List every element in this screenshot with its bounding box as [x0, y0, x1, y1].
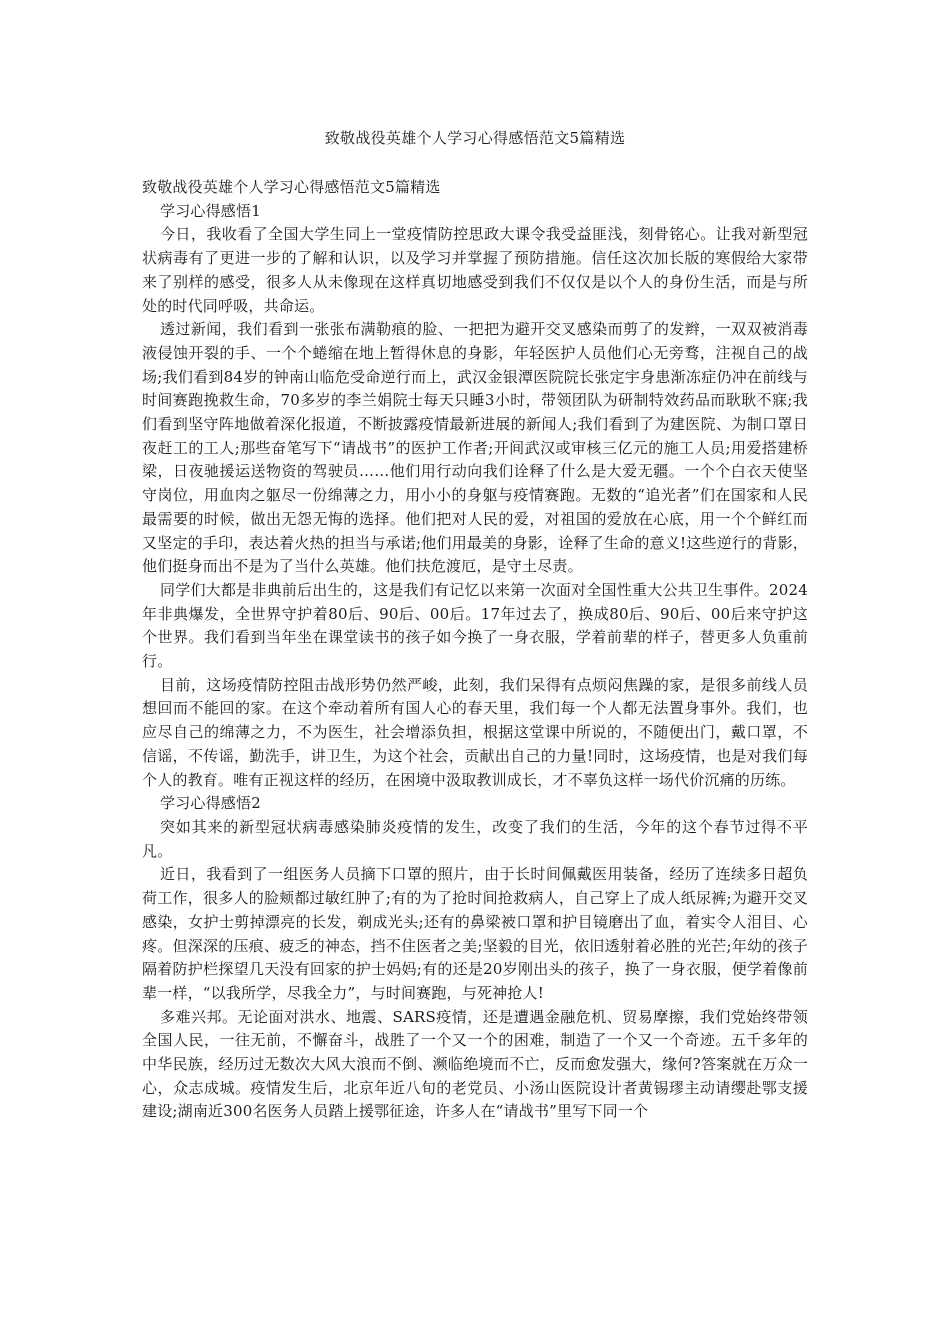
document-subtitle: 致敬战役英雄个人学习心得感悟范文5篇精选: [142, 178, 441, 196]
paragraph: 透过新闻，我们看到一张张布满勒痕的脸、一把把为避开交叉感染而剪了的发辫，一双双被消毒液侵蚀开裂的手、一个个蜷缩在地上暂得休息的身影，年轻医护人员他们心无旁骛，注视自己的战场;我们看到84岁的钟南山临危受命逆行而上，武汉金银潭医院院长张定宇身患渐冻症仍冲在前线与时间赛跑挽救生命，70多岁的李兰娟院士每天只睡3小时，带领团队为研制特效药品而耿耿不寐;我们看到坚守阵地做着深化报道，不断披露疫情最新进展的新闻人;我们看到了为建医院、为制口罩日夜赶工的工人;那些奋笔写下“请战书”的医护工作者;开间武汉或审核三亿元的施工人员;用爱搭建桥梁，日夜驰援运送物资的驾驶员……他们用行动向我们诠释了什么是大爱无疆。一个个白衣天使坚守岗位，用血肉之躯尽一份绵薄之力，用小小的身躯与疫情赛跑。无数的“追光者”们在国家和人民最需要的时候，做出无怨无悔的选择。他们把对人民的爱，对祖国的爱放在心底，用一个个鲜红而又坚定的手印，表达着火热的担当与承诺;他们用最美的身影，诠释了生命的意义!这些逆行的背影，他们挺身而出不是为了当什么英雄。他们扶危渡厄，是守土尽责。: [142, 320, 808, 576]
document-body: [142, 176, 808, 1124]
paragraph: 近日，我看到了一组医务人员摘下口罩的照片，由于长时间佩戴医用装备，经历了连续多日超负荷工作，很多人的脸颊都过敏红肿了;有的为了抢时间抢救病人，自己穿上了成人纸尿裤;为避开交叉感染，女护士剪掉漂亮的长发，剃成光头;还有的鼻梁被口罩和护目镜磨出了血，着实令人泪目、心疼。但深深的压痕、疲乏的神态，挡不住医者之美;坚毅的目光，依旧透射着必胜的光芒;年幼的孩子隔着防护栏探望几天没有回家的护士妈妈;有的还是20岁刚出头的孩子，换了一身衣服，便学着像前辈一样，“以我所学，尽我全力”，与时间赛跑，与死神抢人!: [142, 865, 808, 1002]
paragraph: 同学们大都是非典前后出生的，这是我们有记忆以来第一次面对全国性重大公共卫生事件。2024年非典爆发，全世界守护着80后、90后、00后。17年过去了，换成80后、90后、00后来守护这个世界。我们看到当年坐在课堂读书的孩子如今换了一身衣服，学着前辈的样子，替更多人负重前行。: [142, 580, 808, 671]
section-heading-2: 学习心得感悟2: [160, 794, 261, 813]
section-heading-1: 学习心得感悟1: [160, 201, 261, 220]
paragraph: 突如其来的新型冠状病毒感染肺炎疫情的发生，改变了我们的生活，今年的这个春节过得不平凡。: [142, 817, 808, 860]
paragraph: 多难兴邦。无论面对洪水、地震、SARS疫情，还是遭遇金融危机、贸易摩擦，我们党始终带领全国人民，一往无前，不懈奋斗，战胜了一个又一个的困难，制造了一个又一个奇迹。五千多年的中华民族，经历过无数次大风大浪而不倒、濒临绝境而不亡，反而愈发强大，缘何?答案就在万众一心，众志成城。疫情发生后，北京年近八旬的老党员、小汤山医院设计者黄锡璆主动请缨赴鄂支援建设;湖南近300名医务人员踏上援鄂征途，许多人在“请战书”里写下同一个: [142, 1007, 808, 1121]
paragraph: 目前，这场疫情防控阻击战形势仍然严峻，此刻，我们呆得有点烦闷焦躁的家，是很多前线人员想回而不能回的家。在这个牵动着所有国人心的春天里，我们每一个人都无法置身事外。我们，也应尽自己的绵薄之力，不为医生，社会增添负担，根据这堂课中所说的，不随便出门，戴口罩，不信谣，不传谣，勤洗手，讲卫生，为这个社会，贡献出自己的力量!同时，这场疫情，也是对我们每个人的教育。唯有正视这样的经历，在困境中汲取教训成长，才不辜负这样一场代价沉痛的历练。: [142, 675, 808, 789]
page-title: 致敬战役英雄个人学习心得感悟范文5篇精选: [324, 129, 626, 147]
paragraph: 今日，我收看了全国大学生同上一堂疫情防控思政大课令我受益匪浅，刻骨铭心。让我对新型冠状病毒有了更进一步的了解和认识，以及学习并掌握了预防措施。信任这次加长版的寒假给大家带来了别样的感受，很多人从未像现在这样真切地感受到我们不仅仅是以个人的身份生活，而是与所处的时代同呼吸，共命运。: [142, 225, 808, 315]
